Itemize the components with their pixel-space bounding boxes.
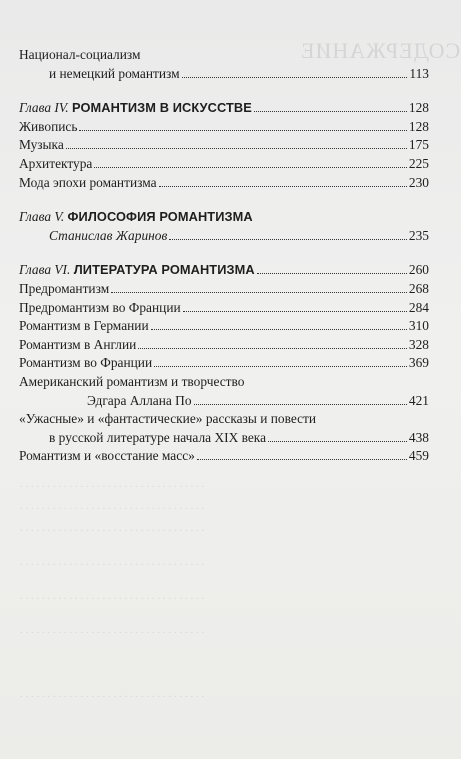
- toc-page-number: 369: [408, 355, 429, 371]
- dot-leader: [159, 186, 407, 187]
- toc-entry-title: Романтизм и «восстание масс»: [19, 448, 195, 464]
- toc-page-number: 310: [408, 318, 429, 334]
- toc-entry-title: Живопись: [19, 118, 78, 134]
- toc-entry: [19, 354, 429, 373]
- toc-page-number: 268: [408, 280, 429, 296]
- toc-entry-title: Музыка: [19, 137, 64, 153]
- toc-entry-line: Национал-социализм: [19, 47, 141, 62]
- show-through-text: . . . . . . . . . . . . . . . . . . . . . . . . . . . . . . . . . .: [20, 522, 205, 534]
- chapter-title-group: [19, 99, 252, 118]
- toc-entry: [19, 299, 429, 318]
- chapter-heading: [19, 99, 429, 118]
- chapter-title: РОМАНТИЗМ В ИСКУССТВЕ: [71, 100, 252, 116]
- toc-entry: [19, 317, 429, 336]
- chapter-label: Глава V.: [19, 209, 65, 225]
- chapter-label: Глава IV.: [19, 100, 69, 116]
- toc-entry-title: Предромантизм: [19, 280, 110, 296]
- toc-page-number: 128: [408, 100, 429, 116]
- toc-entry: [19, 447, 429, 466]
- dot-leader: [183, 311, 407, 312]
- chapter-title: ЛИТЕРАТУРА РОМАНТИЗМА: [73, 262, 255, 278]
- dot-leader: [197, 459, 407, 460]
- table-of-contents: [19, 46, 429, 466]
- toc-entry: [19, 118, 429, 137]
- toc-entry-title: Эдгара Аллана По: [87, 392, 192, 408]
- spacer: [19, 83, 429, 99]
- show-through-text: . . . . . . . . . . . . . . . . . . . . . . . . . . . . . . . . . .: [20, 500, 205, 512]
- chapter-title-group: [19, 261, 255, 280]
- spacer: [19, 245, 429, 261]
- show-through-heading: СОДЕРЖАНИЕ: [300, 38, 461, 63]
- toc-entry-title: Романтизм в Германии: [19, 318, 149, 334]
- toc-entry: [19, 280, 429, 299]
- chapter-label: Глава VI.: [19, 262, 71, 278]
- toc-page-number: 260: [408, 262, 429, 278]
- toc-entry-title: Мода эпохи романтизма: [19, 174, 157, 190]
- toc-entry: [19, 155, 429, 174]
- toc-page-number: 459: [408, 448, 429, 464]
- toc-entry-title: Предромантизм во Франции: [19, 299, 181, 315]
- toc-page-number: 230: [408, 174, 429, 190]
- show-through-text: . . . . . . . . . . . . . . . . . . . . . . . . . . . . . . . . . .: [20, 556, 205, 568]
- toc-entry: [19, 65, 429, 84]
- toc-entry: [19, 136, 429, 155]
- dot-leader: [151, 329, 407, 330]
- toc-author: Станислав Жаринов: [49, 227, 168, 243]
- dot-leader: [94, 167, 407, 168]
- show-through-text: . . . . . . . . . . . . . . . . . . . . . . . . . . . . . . . . . .: [20, 624, 205, 636]
- dot-leader: [138, 348, 407, 349]
- toc-page-number: 235: [408, 227, 429, 243]
- show-through-text: . . . . . . . . . . . . . . . . . . . . . . . . . . . . . . . . . .: [20, 590, 205, 602]
- dot-leader: [268, 441, 407, 442]
- dot-leader: [169, 239, 407, 240]
- toc-page-number: 128: [408, 118, 429, 134]
- toc-entry: [19, 174, 429, 193]
- toc-page-number: 421: [408, 392, 429, 408]
- toc-page-number: 225: [408, 155, 429, 171]
- toc-page-number: 438: [408, 429, 429, 445]
- dot-leader: [79, 130, 406, 131]
- toc-page-number: 175: [408, 137, 429, 153]
- dot-leader: [111, 292, 407, 293]
- toc-entry-title: и немецкий романтизм: [49, 65, 180, 81]
- chapter-heading: [19, 208, 429, 227]
- dot-leader: [66, 148, 407, 149]
- show-through-text: . . . . . . . . . . . . . . . . . . . . . . . . . . . . . . . . . .: [20, 688, 205, 700]
- toc-entry: [19, 392, 429, 411]
- toc-page-number: 284: [408, 299, 429, 315]
- toc-entry: [19, 336, 429, 355]
- toc-entry-line: Американский романтизм и творчество: [19, 373, 245, 389]
- dot-leader: [194, 404, 407, 405]
- toc-entry-title: Романтизм в Англии: [19, 336, 137, 352]
- toc-entry-title: в русской литературе начала XIX века: [49, 429, 267, 445]
- toc-entry: [19, 429, 429, 448]
- dot-leader: [154, 366, 407, 367]
- toc-page-number: 328: [408, 336, 429, 352]
- chapter-title: ФИЛОСОФИЯ РОМАНТИЗМА: [67, 209, 253, 225]
- dot-leader: [254, 111, 407, 112]
- toc-entry-title: Архитектура: [19, 155, 93, 171]
- toc-entry-line: «Ужасные» и «фантастические» рассказы и повести: [19, 411, 317, 427]
- toc-entry-title: Романтизм во Франции: [19, 355, 153, 371]
- show-through-text: . . . . . . . . . . . . . . . . . . . . . . . .: [250, 340, 380, 352]
- toc-page-number: 113: [409, 65, 429, 81]
- toc-entry: [19, 227, 429, 246]
- chapter-heading: [19, 261, 429, 280]
- dot-leader: [182, 77, 408, 78]
- spacer: [19, 192, 429, 208]
- show-through-text: . . . . . . . . . . . . . . . . . . . . . . . . . . . . . . . . . .: [20, 478, 205, 490]
- dot-leader: [257, 273, 407, 274]
